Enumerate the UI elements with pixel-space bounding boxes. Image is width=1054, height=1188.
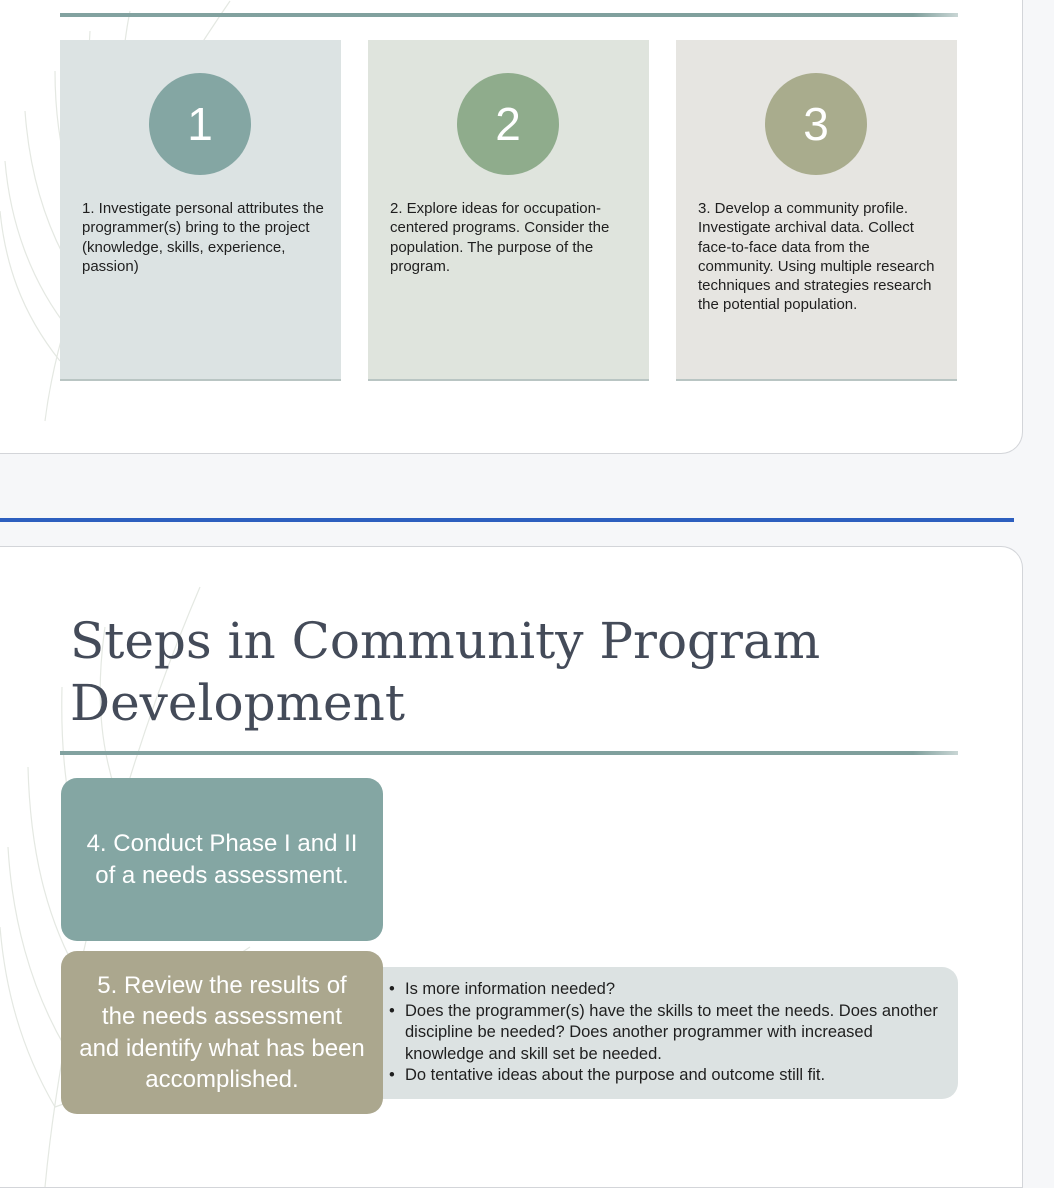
step-card-1: [60, 40, 341, 381]
step-card-text: 3. Develop a community profile. Investigate archival data. Collect face-to-face data from the community. Using multiple research techniques and strategies research the potential population.: [698, 200, 935, 314]
step-number-circle: 2: [457, 73, 559, 175]
step-card-text: 1. Investigate personal attributes the programmer(s) bring to the project (knowledge, skills, experience, passion): [82, 200, 324, 275]
title-rule: [60, 13, 958, 17]
note-item: • Does the programmer(s) have the skills to meet the needs. Does another discipline be needed? Does another programmer with increased knowledge and skill set be needed.: [405, 1001, 938, 1066]
note-item: • Do tentative ideas about the purpose and outcome still fit.: [405, 1065, 938, 1087]
step-number-circle: 3: [765, 73, 867, 175]
title-rule: [60, 751, 958, 755]
step-card-text: 2. Explore ideas for occupation-centered programs. Consider the population. The purpose of the program.: [390, 200, 610, 275]
note-item: • Is more information needed?: [405, 979, 938, 1001]
slide-title: Steps in Community Program Development: [70, 612, 821, 732]
slide-1: [0, 0, 1023, 454]
step-card-3: [676, 40, 957, 381]
slide-2: [0, 546, 1023, 1188]
step-card-2: [368, 40, 649, 381]
slide-divider: [0, 518, 1014, 522]
step-5-box: 5. Review the results of the needs assessment and identify what has been accomplished.: [61, 951, 383, 1114]
step-5-notes: [375, 967, 958, 1099]
step-4-box: 4. Conduct Phase I and II of a needs assessment.: [61, 778, 383, 941]
step-number-circle: 1: [149, 73, 251, 175]
